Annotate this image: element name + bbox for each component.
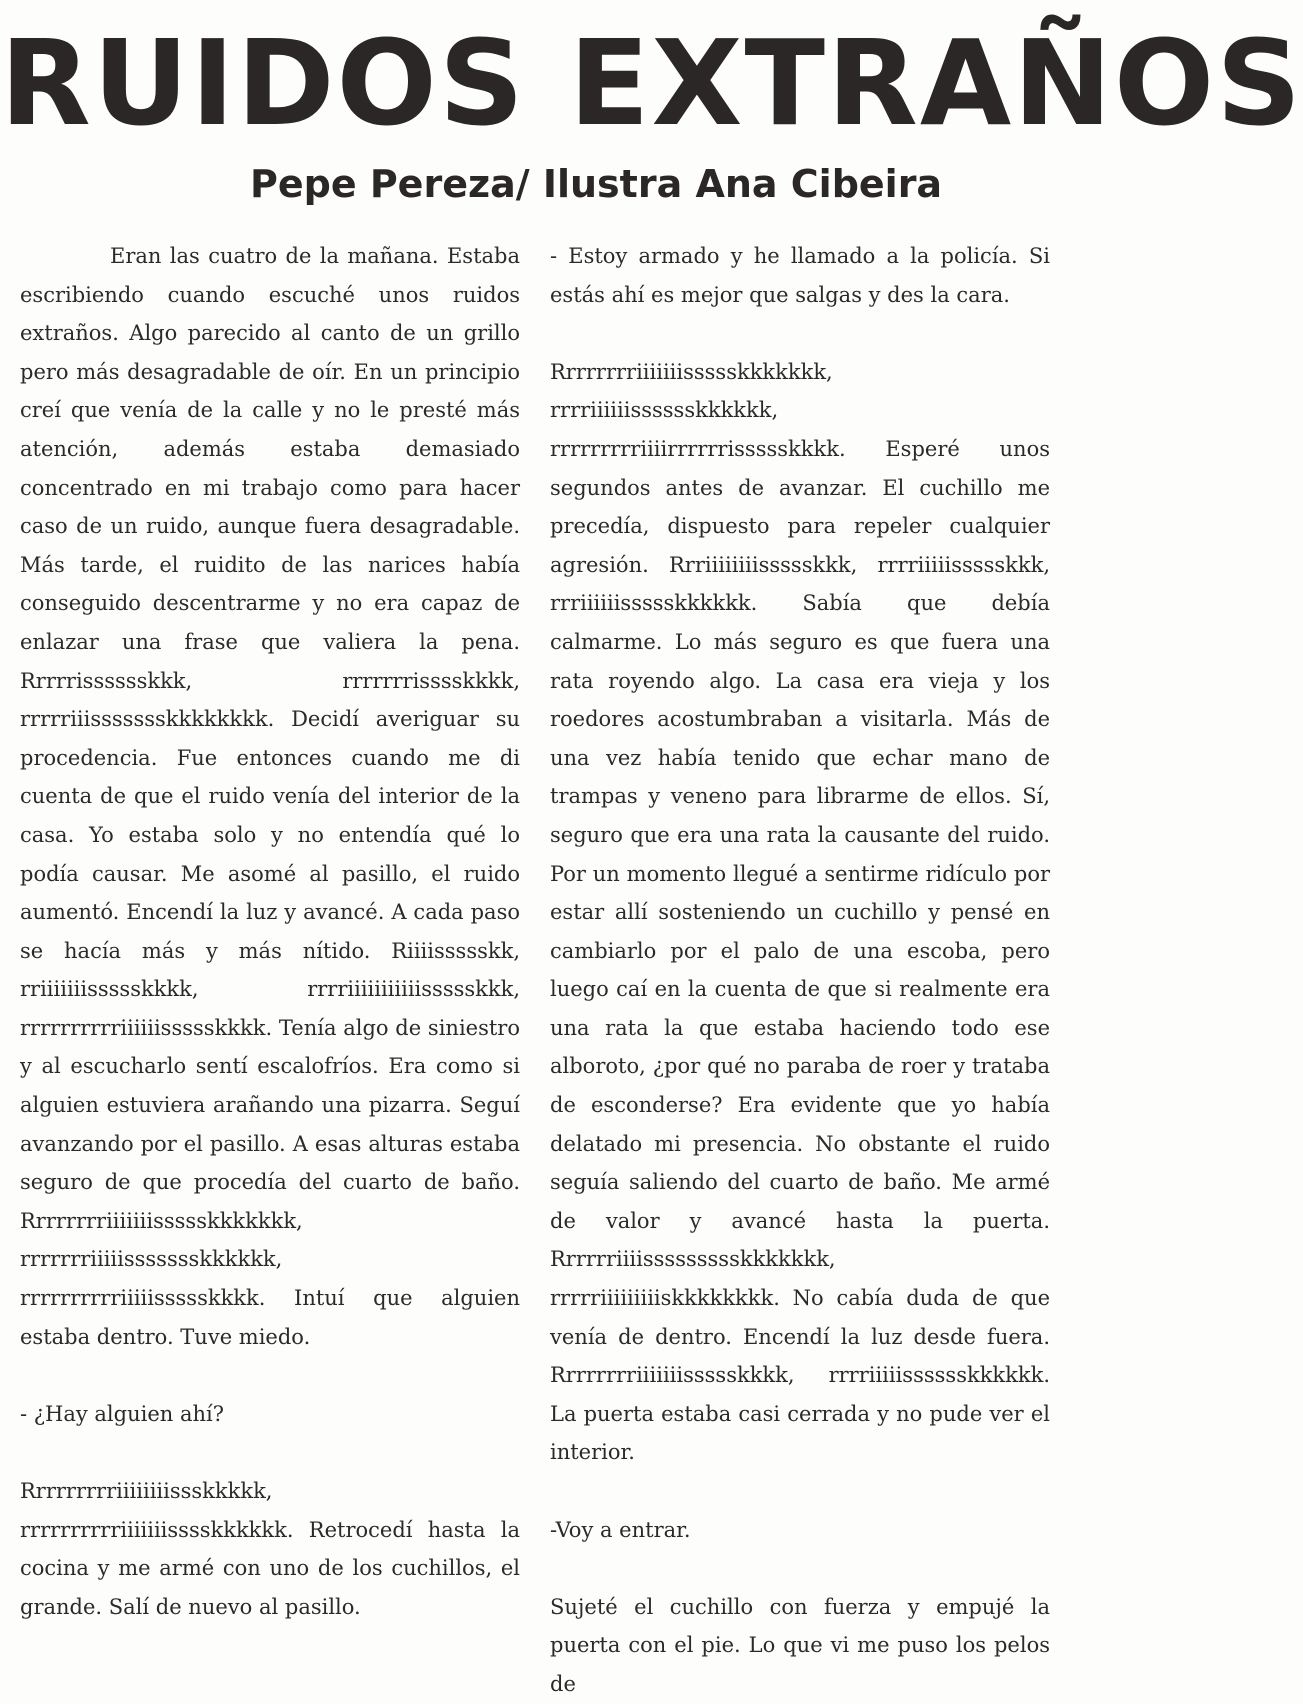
left-paragraph-1: Eran las cuatro de la mañana. Estaba escribiendo cuando escuché unos ruidos extraños. Algo parecido al canto de un grillo pero más desagradable de oír. En un principio creí que venía de la calle y no le presté más atención, además estaba demasiado concentrado en mi trabajo como para hacer caso de un ruido, aunque fuera desagradable. Más tarde, el ruidito de las narices había conseguido descentrarme y no era capaz de enlazar una frase que valiera la pena. Rrrrrisssssskkk, rrrrrrrisssskkkk, rrrrriiissssssskkkkkkkk. Decidí averiguar su procedencia. Fue entonces cuando me di cuenta de que el ruido venía del interior de la casa. Yo estaba solo y no entendía qué lo podía causar. Me asomé al pasillo, el ruido aumentó. Encendí la luz y avancé. A cada paso se hacía más y más nítido. Riiiissssskk, rriiiiiiissssskkkk, rrrriiiiiiiiiiissssskkk, rrrrrrrrrriiiiiissssskkkk. Tenía algo de siniestro y al escucharlo sentí escalofríos. Era como si alguien estuviera arañando una pizarra. Seguí avanzando por el pasillo. A esas alturas estaba seguro de que procedía del cuarto de baño. Rrrrrrrriiiiiiissssskkkkkkk, rrrrrrriiiiissssssskkkkkk, rrrrrrrrrriiiiissssskkkk. Intuí que alguien estaba dentro. Tuve miedo.: [20, 244, 520, 1349]
right-column: [550, 237, 1050, 1704]
right-paragraph-4: Sujeté el cuchillo con fuerza y empujé la puerta con el pie. Lo que vi me puso los pelos de: [550, 1594, 1050, 1696]
right-paragraph-2: Rrrrrrrriiiiiiissssskkkkkkk, rrrriiiiiisssssskkkkkk, rrrrrrrrriiiirrrrrrissssskkkk. Esperé unos segundos antes de avanzar. El cuchillo me precedía, dispuesto para repeler cualquier agresión. Rrriiiiiiiissssskkk, rrrriiiiissssskkk, rrriiiiiissssskkkkkk. Sabía que debía calmarme. Lo más seguro es que fuera una rata royendo algo. La casa era vieja y los roedores acostumbraban a visitarla. Más de una vez había tenido que echar mano de trampas y veneno para librarme de ellos. Sí, seguro que era una rata la causante del ruido. Por un momento llegué a sentirme ridículo por estar allí sosteniendo un cuchillo y pensé en cambiarlo por el palo de una escoba, pero luego caí en la cuenta de que si realmente era una rata la que estaba haciendo todo ese alboroto, ¿por qué no paraba de roer y trataba de esconderse? Era evidente que yo había delatado mi presencia. No obstante el ruido seguía saliendo del cuarto de baño. Me armé de valor y avancé hasta la puerta. Rrrrrriiiissssssssskkkkkkk, rrrrriiiiiiiiiskkkkkkkk. No cabía duda de que venía de dentro. Encendí la luz desde fuera. Rrrrrrrriiiiiiissssskkkk, rrrriiiiisssssskkkkkk. La puerta estaba casi cerrada y no pude ver el interior.: [550, 359, 1050, 1465]
article-title: RUIDOS EXTRAÑOS: [0, 14, 1303, 152]
left-paragraph-3: Rrrrrrrrriiiiiiiissskkkkk, rrrrrrrrrriiiiiiisssskkkkkk. Retrocedí hasta la cocina y me armé con uno de los cuchillos, el grande. Salí de nuevo al pasillo.: [20, 1479, 520, 1619]
right-paragraph-1: - Estoy armado y he llamado a la policía. Si estás ahí es mejor que salgas y des la cara.: [550, 244, 1050, 307]
article-byline: Pepe Pereza/ Ilustra Ana Cibeira: [250, 162, 943, 206]
right-paragraph-3: -Voy a entrar.: [550, 1517, 691, 1542]
left-column: [20, 237, 520, 1626]
left-paragraph-2: - ¿Hay alguien ahí?: [20, 1401, 224, 1426]
